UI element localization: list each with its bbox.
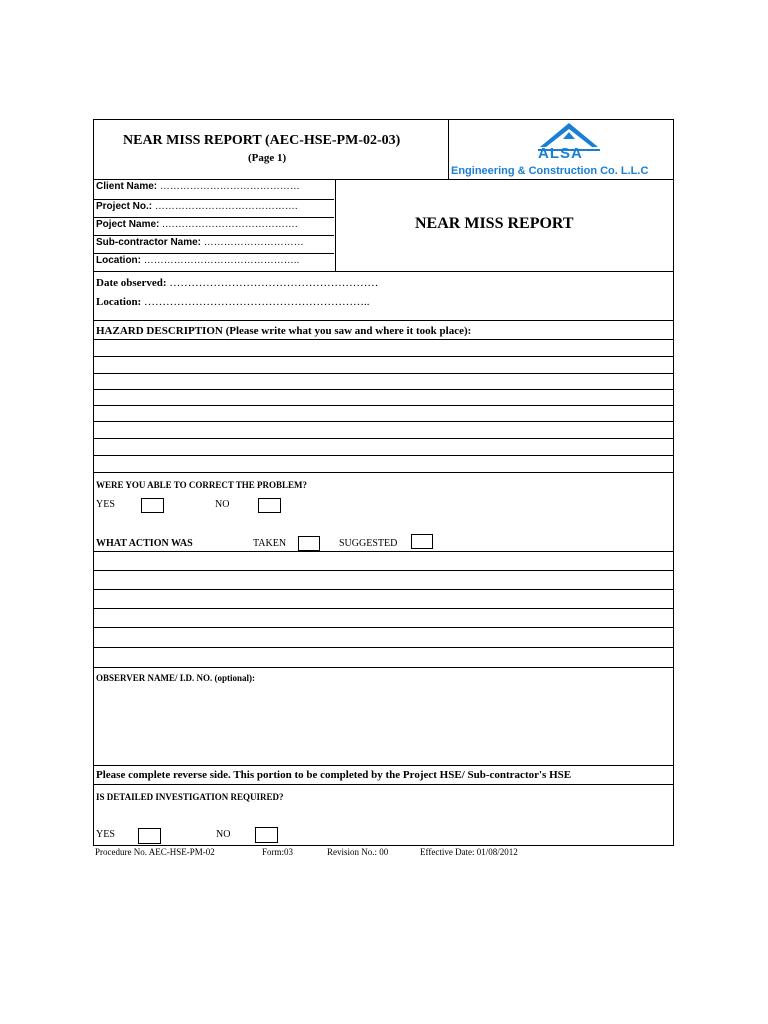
subcontractor-label: Sub-contractor Name: — [96, 237, 202, 248]
correction-question: WERE YOU ABLE TO CORRECT THE PROBLEM? — [96, 480, 308, 490]
report-title: NEAR MISS REPORT — [415, 215, 574, 232]
observation-location-field[interactable] — [96, 297, 369, 308]
footer-revision: Revision No.: 00 — [327, 847, 389, 857]
company-name: Engineering & Construction Co. L.L.C — [451, 165, 649, 177]
header-divider — [448, 120, 449, 179]
date-observed-value: ………………………………………………… — [169, 277, 379, 289]
client-divider — [335, 179, 336, 271]
reverse-side-note: Please complete reverse side. This portion to be completed by the Project HSE/ Sub-contractor's HSE — [96, 769, 572, 781]
action-line[interactable] — [94, 608, 673, 609]
investigation-question: IS DETAILED INVESTIGATION REQUIRED? — [96, 792, 284, 802]
taken-checkbox[interactable] — [298, 536, 320, 551]
project-no-field[interactable] — [96, 202, 298, 212]
suggested-label: SUGGESTED — [339, 538, 398, 549]
investigation-yes-label: YES — [96, 829, 115, 840]
correction-no-label: NO — [215, 499, 230, 510]
project-name-label: Poject Name: — [96, 219, 160, 230]
hazard-line[interactable] — [94, 373, 673, 374]
correction-no-checkbox[interactable] — [258, 498, 281, 513]
page-number: (Page 1) — [248, 152, 287, 164]
hazard-line[interactable] — [94, 455, 673, 456]
near-miss-form — [93, 119, 674, 846]
client-name-label: Client Name: — [96, 181, 158, 192]
location-field[interactable] — [96, 256, 299, 266]
hazard-line[interactable] — [94, 472, 673, 473]
subcontractor-value: ………………………… — [203, 237, 304, 248]
suggested-checkbox[interactable] — [411, 534, 433, 549]
observation-location-label: Location: — [96, 296, 142, 308]
footer-procedure: Procedure No. AEC-HSE-PM-02 — [95, 847, 215, 857]
project-no-label: Project No.: — [96, 201, 153, 212]
location-value: ……………………………………….. — [143, 255, 300, 266]
action-label: WHAT ACTION WAS — [96, 538, 193, 549]
hazard-line[interactable] — [94, 389, 673, 390]
project-name-value: .…………………………………. — [162, 219, 298, 230]
hazard-line[interactable] — [94, 356, 673, 357]
taken-label: TAKEN — [253, 538, 287, 549]
hazard-line[interactable] — [94, 421, 673, 422]
observer-label: OBSERVER NAME/ I.D. NO. (optional): — [96, 673, 255, 683]
action-line[interactable] — [94, 667, 673, 668]
hazard-line[interactable] — [94, 405, 673, 406]
action-line[interactable] — [94, 647, 673, 648]
logo-text: ALSA — [538, 145, 583, 162]
hazard-heading: HAZARD DESCRIPTION (Please write what you saw and where it took place): — [96, 325, 472, 337]
date-observed-field[interactable] — [96, 278, 378, 289]
action-line[interactable] — [94, 570, 673, 571]
investigation-no-label: NO — [216, 829, 231, 840]
observation-location-value: …………………………………………………….. — [143, 296, 370, 308]
date-observed-label: Date observed: — [96, 277, 167, 289]
action-line[interactable] — [94, 627, 673, 628]
project-name-field[interactable] — [96, 220, 298, 230]
client-name-field[interactable] — [96, 182, 300, 192]
form-title: NEAR MISS REPORT (AEC-HSE-PM-02-03) — [123, 133, 401, 148]
investigation-yes-checkbox[interactable] — [138, 828, 161, 844]
footer-form: Form:03 — [262, 847, 294, 857]
investigation-no-checkbox[interactable] — [255, 827, 278, 843]
client-name-value: …………………………………… — [159, 181, 300, 192]
observer-input-area[interactable] — [94, 686, 673, 763]
footer-effective-date: Effective Date: 01/08/2012 — [420, 847, 518, 857]
location-label: Location: — [96, 255, 141, 266]
hazard-line[interactable] — [94, 438, 673, 439]
project-no-value: ……………………………………. — [154, 201, 298, 212]
action-line[interactable] — [94, 589, 673, 590]
subcontractor-field[interactable] — [96, 238, 304, 248]
correction-yes-label: YES — [96, 499, 115, 510]
correction-yes-checkbox[interactable] — [141, 498, 164, 513]
